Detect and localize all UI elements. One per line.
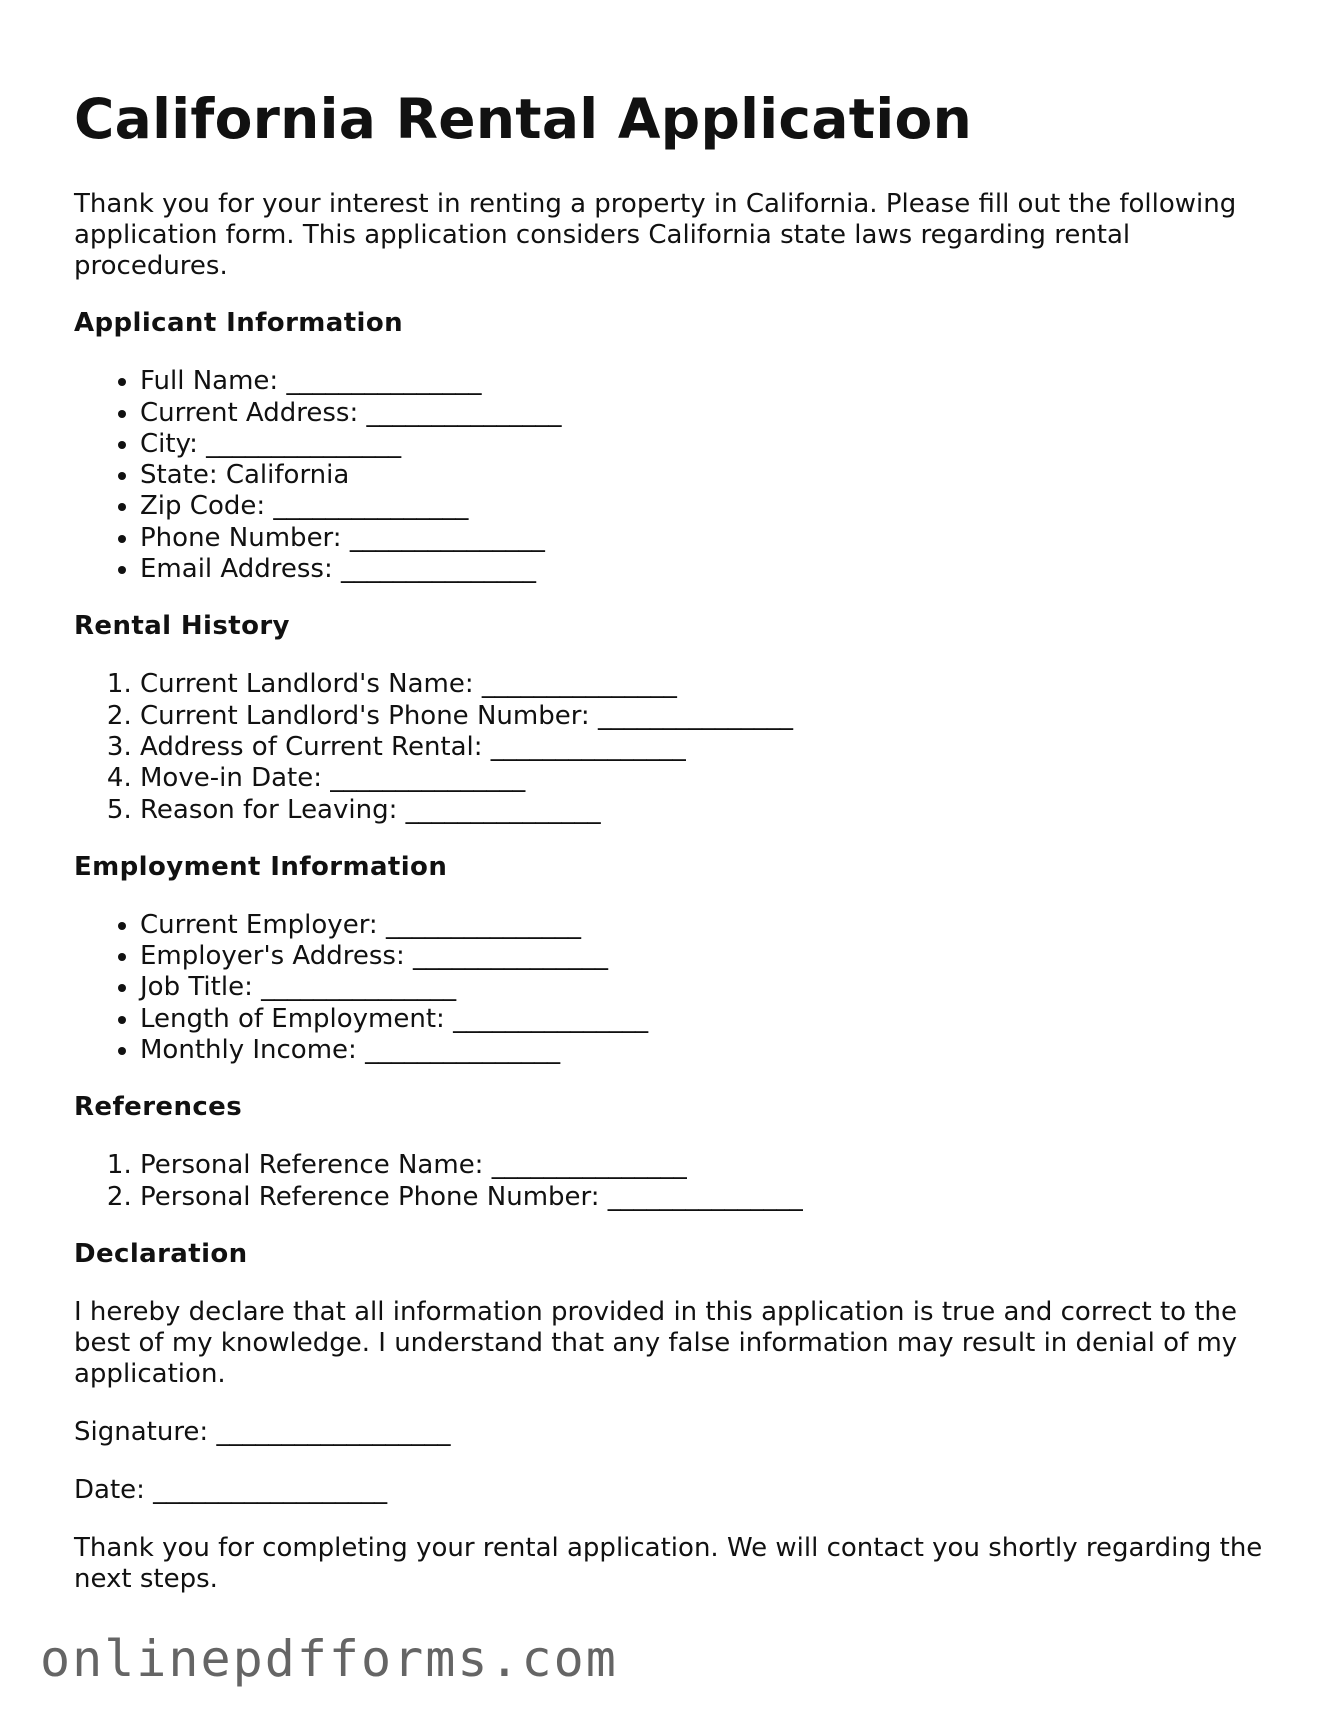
section-heading-references: References [74, 1092, 243, 1123]
references-list [74, 1150, 1274, 1213]
intro-paragraph: Thank you for your interest in renting a property in California. Please fill out the following application form. This application considers California state laws regarding rental procedures. [74, 189, 1237, 282]
page-title: California Rental Application [74, 87, 973, 151]
list-item-phone-number: • Phone Number: _______________ [140, 523, 1274, 554]
list-item-monthly-income: • Monthly Income: _______________ [140, 1035, 1274, 1066]
employment-info-list [74, 910, 1274, 1066]
rental-history-list [74, 669, 1274, 825]
watermark: onlinepdfforms.com [40, 1630, 618, 1688]
applicant-info-list [74, 366, 1274, 585]
list-item-current-rental-address: 3. Address of Current Rental: _______________ [140, 732, 1274, 763]
document-page [74, 88, 1274, 1595]
list-item-state: • State: California [140, 460, 1274, 491]
list-item-move-in-date: 4. Move-in Date: _______________ [140, 763, 1274, 794]
date-line: Date: __________________ [74, 1474, 388, 1505]
section-heading-employment: Employment Information [74, 851, 448, 882]
closing-paragraph: Thank you for completing your rental application. We will contact you shortly regarding the next steps. [74, 1532, 1263, 1594]
section-heading-rental-history: Rental History [74, 611, 290, 642]
signature-line: Signature: __________________ [74, 1416, 451, 1447]
list-item-employer-address: • Employer's Address: _______________ [140, 941, 1274, 972]
list-item-reason-for-leaving: 5. Reason for Leaving: _______________ [140, 795, 1274, 826]
list-item-current-employer: • Current Employer: _______________ [140, 910, 1274, 941]
section-heading-applicant: Applicant Information [74, 308, 404, 339]
declaration-text: I hereby declare that all information provided in this application is true and correct to the best of my knowledge. I understand that any false information may result in denial of my application. [74, 1296, 1238, 1389]
list-item-zip-code: • Zip Code: _______________ [140, 491, 1274, 522]
list-item-full-name: • Full Name: _______________ [140, 366, 1274, 397]
section-heading-declaration: Declaration [74, 1238, 248, 1269]
list-item-length-of-employment: • Length of Employment: _______________ [140, 1004, 1274, 1035]
list-item-email-address: • Email Address: _______________ [140, 554, 1274, 585]
list-item-reference-name: 1. Personal Reference Name: _______________ [140, 1150, 1274, 1181]
list-item-current-address: • Current Address: _______________ [140, 398, 1274, 429]
list-item-reference-phone: 2. Personal Reference Phone Number: _______________ [140, 1182, 1274, 1213]
list-item-job-title: • Job Title: _______________ [140, 972, 1274, 1003]
list-item-city: • City: _______________ [140, 429, 1274, 460]
list-item-landlord-name: 1. Current Landlord's Name: _______________ [140, 669, 1274, 700]
list-item-landlord-phone: 2. Current Landlord's Phone Number: _______________ [140, 701, 1274, 732]
